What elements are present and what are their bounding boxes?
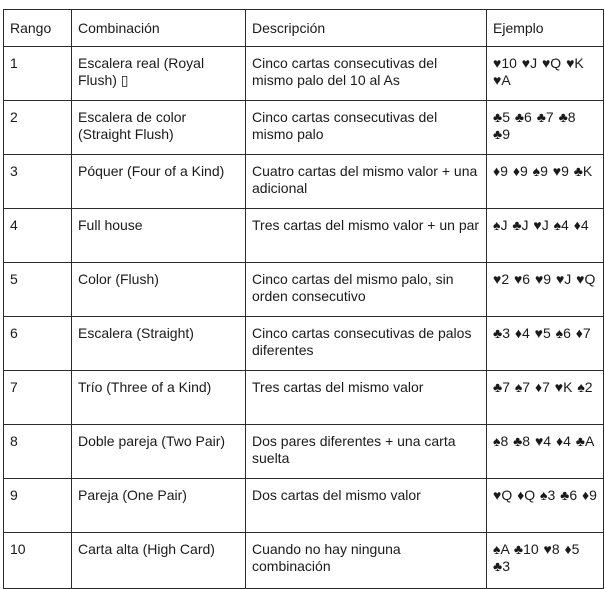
header-description: Descripción: [246, 10, 487, 47]
poker-hands-table: [3, 9, 604, 589]
combination-cell: Pareja (One Pair): [72, 479, 246, 533]
description-cell: Tres cartas del mismo valor + un par: [246, 209, 487, 263]
table-row: [4, 263, 604, 317]
example-cell: ♣5 ♣6 ♣7 ♣8 ♣9: [487, 101, 604, 155]
table-row: [4, 533, 604, 589]
example-cell: ♥Q ♦Q ♠3 ♣6 ♦9: [487, 479, 604, 533]
combination-cell: Escalera de color (Straight Flush): [72, 101, 246, 155]
rank-cell: 5: [4, 263, 72, 317]
rank-cell: 7: [4, 371, 72, 425]
rank-cell: 1: [4, 47, 72, 101]
table-row: [4, 47, 604, 101]
example-cell: ♥2 ♥6 ♥9 ♥J ♥Q: [487, 263, 604, 317]
description-cell: Cinco cartas consecutivas del mismo palo: [246, 101, 487, 155]
combination-cell: Escalera (Straight): [72, 317, 246, 371]
description-cell: Tres cartas del mismo valor: [246, 371, 487, 425]
description-cell: Cuatro cartas del mismo valor + una adicional: [246, 155, 487, 209]
combination-cell: Póquer (Four of a Kind): [72, 155, 246, 209]
header-rank: Rango: [4, 10, 72, 47]
example-cell: ♥10 ♥J ♥Q ♥K ♥A: [487, 47, 604, 101]
table-row: [4, 425, 604, 479]
example-cell: ♣3 ♦4 ♥5 ♠6 ♦7: [487, 317, 604, 371]
description-cell: Cinco cartas consecutivas de palos diferentes: [246, 317, 487, 371]
table-row: [4, 371, 604, 425]
table-row: [4, 155, 604, 209]
description-cell: Cinco cartas del mismo palo, sin orden consecutivo: [246, 263, 487, 317]
rank-cell: 9: [4, 479, 72, 533]
rank-cell: 2: [4, 101, 72, 155]
combination-cell: Escalera real (Royal Flush) ▯: [72, 47, 246, 101]
rank-cell: 8: [4, 425, 72, 479]
combination-cell: Doble pareja (Two Pair): [72, 425, 246, 479]
rank-cell: 10: [4, 533, 72, 589]
description-cell: Cuando no hay ninguna combinación: [246, 533, 487, 589]
example-cell: ♠8 ♣8 ♥4 ♦4 ♣A: [487, 425, 604, 479]
table-row: [4, 479, 604, 533]
table-row: [4, 101, 604, 155]
combination-cell: Color (Flush): [72, 263, 246, 317]
rank-cell: 3: [4, 155, 72, 209]
combination-cell: Full house: [72, 209, 246, 263]
combination-cell: Trío (Three of a Kind): [72, 371, 246, 425]
table-header-row: [4, 10, 604, 47]
rank-cell: 6: [4, 317, 72, 371]
description-cell: Cinco cartas consecutivas del mismo palo del 10 al As: [246, 47, 487, 101]
header-combination: Combinación: [72, 10, 246, 47]
example-cell: ♦9 ♦9 ♠9 ♥9 ♣K: [487, 155, 604, 209]
description-cell: Dos cartas del mismo valor: [246, 479, 487, 533]
example-cell: ♠J ♣J ♥J ♠4 ♦4: [487, 209, 604, 263]
example-cell: ♣7 ♠7 ♦7 ♥K ♠2: [487, 371, 604, 425]
combination-cell: Carta alta (High Card): [72, 533, 246, 589]
table-row: [4, 209, 604, 263]
header-example: Ejemplo: [487, 10, 604, 47]
rank-cell: 4: [4, 209, 72, 263]
table-row: [4, 317, 604, 371]
example-cell: ♠A ♣10 ♥8 ♦5 ♣3: [487, 533, 604, 589]
description-cell: Dos pares diferentes + una carta suelta: [246, 425, 487, 479]
